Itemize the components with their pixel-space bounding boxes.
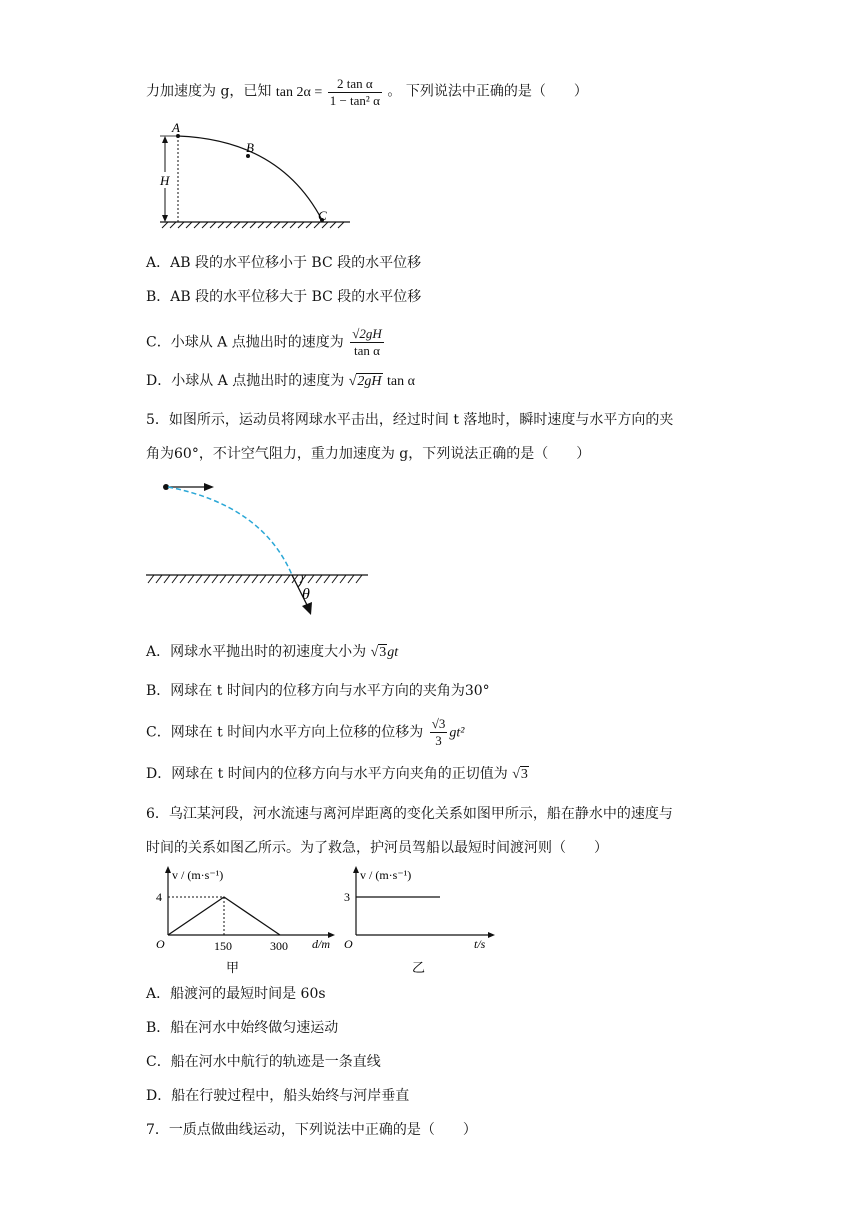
q4-option-d-rad: 2gH [357, 374, 382, 389]
q5-option-c-frac [430, 716, 448, 749]
q6-stem-line2: 时间的关系如图乙所示。为了救急，护河员驾船以最短时间渡河则（ ） [146, 840, 608, 856]
q4-option-c-num: √2gH [352, 326, 382, 341]
q4-formula [275, 76, 388, 108]
chart-jia-ylabel: v / (m·s⁻¹) [172, 868, 224, 882]
chart-yi-y-arrowhead [353, 866, 359, 873]
q4-option-c-rad: 2gH [359, 326, 382, 341]
q4-stem [146, 76, 588, 109]
q5-option-d [146, 764, 529, 785]
chart-jia-ytick-4: 4 [156, 890, 162, 904]
q5-option-c-num: √3 [431, 716, 446, 731]
q6-option-c: C．船在河水中航行的轨迹是一条直线 [146, 1054, 381, 1070]
q5-option-d-rad: 3 [520, 767, 528, 782]
q6-stem-line1: 6．乌江某河段，河水流速与离河岸距离的变化关系如图甲所示，船在静水中的速度与 [146, 806, 673, 822]
q4-figure [150, 120, 370, 230]
q4-option-a: A．AB 段的水平位移小于 BC 段的水平位移 [146, 255, 422, 271]
q5-option-a-rad: 3 [379, 645, 387, 660]
q4-option-d [146, 371, 415, 392]
chart-jia-xtick-300: 300 [270, 939, 288, 953]
q5-label-theta: θ [302, 586, 310, 603]
q5-figure [142, 475, 382, 625]
q5-option-d-sqrt: √3 [512, 767, 528, 782]
q5-option-c [146, 716, 464, 749]
chart-yi-ytick-3: 3 [344, 890, 350, 904]
chart-jia-xtick-150: 150 [214, 939, 232, 953]
chart-yi-xlabel: t/s [474, 937, 486, 951]
q5-initial-velocity-arrowhead [204, 483, 214, 491]
q6-option-d: D．船在行驶过程中，船头始终与河岸垂直 [146, 1088, 410, 1104]
q4-formula-lhs: tan 2α = [275, 84, 323, 100]
q6-option-b: B．船在河水中始终做匀速运动 [146, 1020, 339, 1036]
q4-height-arrow-top [162, 136, 168, 143]
q4-label-a: A [172, 120, 180, 135]
q4-label-c: C [318, 208, 327, 223]
chart-jia-title: 甲 [226, 960, 240, 975]
q4-stem-a: 力加速度为 g，已知 [146, 83, 272, 100]
q5-stem-line1: 5．如图所示，运动员将网球水平击出，经过时间 t 落地时，瞬时速度与水平方向的夹 [146, 412, 674, 428]
q5-option-a-text: A．网球水平抛出时的初速度大小为 [146, 644, 367, 660]
q5-option-a [146, 642, 398, 663]
q6-chart-yi [340, 865, 510, 980]
q4-option-c-text: C．小球从 A 点抛出时的速度为 [146, 334, 344, 351]
q6-option-a: A．船渡河的最短时间是 60s [146, 986, 326, 1002]
q5-trajectory [168, 487, 292, 575]
q4-label-b: B [246, 140, 254, 155]
q5-option-c-tail: gt² [449, 725, 465, 741]
q5-option-b: B．网球在 t 时间内的位移方向与水平方向的夹角为30° [146, 683, 490, 699]
q4-ground-hatch [162, 222, 344, 228]
q4-formula-num: 2 tan α [328, 76, 382, 93]
q4-option-d-tail: tan α [386, 374, 415, 389]
chart-yi-ylabel: v / (m·s⁻¹) [360, 868, 412, 882]
q4-option-c [146, 326, 386, 359]
q4-height-arrow-bottom [162, 215, 168, 222]
chart-jia-marks [156, 890, 288, 953]
q4-formula-frac [328, 76, 382, 109]
q6-chart-jia [150, 865, 340, 980]
chart-yi-title: 乙 [412, 960, 426, 975]
q4-option-b: B．AB 段的水平位移大于 BC 段的水平位移 [146, 289, 422, 305]
chart-jia-origin: O [156, 937, 165, 951]
q4-option-c-frac [350, 326, 384, 359]
q4-option-c-den: tan α [353, 343, 380, 358]
q4-label-h: H [160, 173, 170, 188]
q4-option-d-text: D．小球从 A 点抛出时的速度为 [146, 373, 345, 389]
q5-ground-hatch [148, 575, 362, 583]
q5-option-a-sqrt: √3 [370, 645, 387, 660]
q4-formula-den: 1 − tan² α [329, 93, 380, 108]
q7-stem-line1: 7．一质点做曲线运动，下列说法中正确的是（ ） [146, 1122, 477, 1138]
q5-option-c-den: 3 [435, 733, 442, 748]
q5-option-c-text: C．网球在 t 时间内水平方向上位移的位移为 [146, 724, 424, 741]
chart-jia-xlabel: d/m [312, 937, 330, 951]
chart-yi-marks [344, 890, 440, 904]
q5-option-d-text: D．网球在 t 时间内的位移方向与水平方向夹角的正切值为 [146, 766, 508, 782]
chart-jia-y-arrowhead [165, 866, 171, 873]
q4-option-d-sqrt: √2gH [348, 374, 382, 389]
q5-stem-line2: 角为60°，不计空气阻力，重力加速度为 g，下列说法正确的是（ ） [146, 446, 591, 462]
q4-stem-b: 。 下列说法中正确的是（ ） [387, 83, 588, 100]
q5-option-a-tail: gt [387, 645, 399, 660]
chart-yi-origin: O [344, 937, 353, 951]
chart-yi-x-arrowhead [488, 932, 495, 938]
